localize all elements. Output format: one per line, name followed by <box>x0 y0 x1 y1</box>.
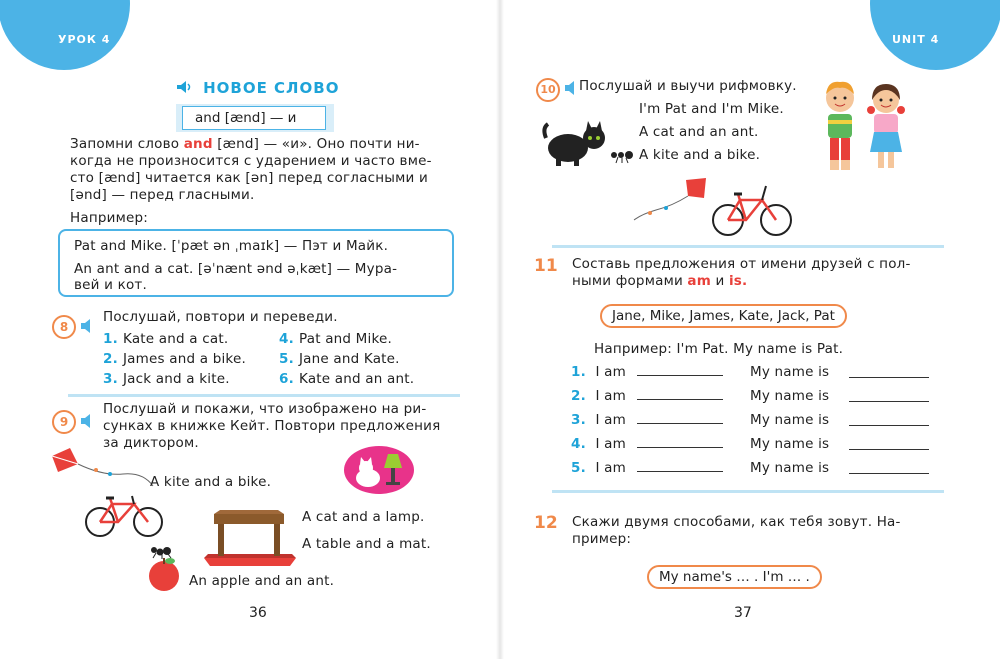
intro-line: Запомни слово <box>70 136 184 152</box>
section-divider <box>68 394 460 397</box>
instruction-line: и <box>711 273 729 289</box>
instruction-line: сунках в книжке Кейт. Повтори предложения <box>103 418 441 434</box>
exercise-12-instruction <box>572 514 952 548</box>
exercise-8-instruction: Послушай, повтори и переведи. <box>103 309 338 325</box>
answer-blank[interactable] <box>637 388 723 400</box>
answer-blank[interactable] <box>637 364 723 376</box>
list-item <box>103 351 246 368</box>
exercise-number: 9 <box>52 410 76 434</box>
exercise-10-number <box>536 78 579 102</box>
row-prompt-b: My name is <box>750 388 830 404</box>
list-text: James and a bike. <box>123 351 246 367</box>
list-item <box>279 351 414 368</box>
intro-line: когда не произносится с ударением и часто вме- <box>70 153 432 169</box>
instruction-line: Составь предложения от имени друзей с пол- <box>572 256 911 272</box>
instruction-line: Скажи двумя способами, как тебя зовут. На- <box>572 514 901 530</box>
instruction-line: Послушай и покажи, что изображено на ри- <box>103 401 427 417</box>
keyword-text: and [ænd] — и <box>195 110 297 126</box>
example-line: Pat and Mike. [ˈpæt ən ˌmaɪk] — Пэт и Майк. <box>74 238 389 254</box>
kite-icon <box>48 446 158 496</box>
rhyme-line: A kite and a bike. <box>639 147 761 163</box>
row-number: 2. <box>571 388 586 404</box>
answer-blank[interactable] <box>637 412 723 424</box>
caption-cat-lamp: A cat and a lamp. <box>302 509 425 525</box>
list-item <box>103 331 246 348</box>
page-number: 36 <box>249 605 267 621</box>
table-mat-icon <box>202 508 298 568</box>
fill-row <box>571 364 951 388</box>
list-number: 5. <box>279 351 294 367</box>
lesson-corner-badge <box>0 0 130 70</box>
example-line: вей и кот. <box>74 277 147 293</box>
list-number: 1. <box>103 331 118 347</box>
rhyme-line: I'm Pat and I'm Mike. <box>639 101 784 117</box>
list-number: 6. <box>279 371 294 387</box>
row-prompt-a: I am <box>595 436 626 452</box>
lesson-label: УРОК 4 <box>58 33 111 46</box>
keyword-box <box>182 106 326 130</box>
row-prompt-a: I am <box>595 388 626 404</box>
exercise-number: 8 <box>52 315 76 339</box>
answer-blank[interactable] <box>849 438 929 450</box>
section-title-text: НОВОЕ СЛОВО <box>203 79 340 97</box>
exercise-8-list-right <box>279 331 414 388</box>
row-prompt-b: My name is <box>750 436 830 452</box>
instruction-line: пример: <box>572 531 632 547</box>
bicycle-icon <box>84 490 164 540</box>
exercise-11-instruction <box>572 256 952 290</box>
answer-blank[interactable] <box>849 366 929 378</box>
list-number: 3. <box>103 371 118 387</box>
list-text: Jane and Kate. <box>299 351 400 367</box>
row-number: 1. <box>571 364 586 380</box>
example-line: An ant and a cat. [əˈnænt ənd əˌkæt] — Мура- <box>74 261 398 277</box>
audio-icon <box>81 319 95 333</box>
cat-lamp-picture <box>344 446 414 494</box>
exercise-8-list-left <box>103 331 246 388</box>
section-title <box>176 78 339 97</box>
example-box <box>58 229 454 297</box>
fill-row <box>571 388 951 412</box>
speaker-icon <box>176 80 194 94</box>
row-prompt-a: I am <box>595 364 626 380</box>
names-pill: Jane, Mike, James, Kate, Jack, Pat <box>600 304 847 328</box>
section-divider <box>552 490 944 493</box>
page-number: 37 <box>734 605 752 621</box>
exercise-11-number: 11 <box>534 256 558 276</box>
fill-row <box>571 412 951 436</box>
row-number: 3. <box>571 412 586 428</box>
row-prompt-b: My name is <box>750 460 830 476</box>
row-prompt-b: My name is <box>750 412 830 428</box>
right-page <box>500 0 1000 659</box>
list-text: Kate and an ant. <box>299 371 415 387</box>
row-number: 4. <box>571 436 586 452</box>
highlight-word: and <box>183 136 213 152</box>
row-prompt-b: My name is <box>750 364 830 380</box>
row-number: 5. <box>571 460 586 476</box>
list-item <box>279 331 414 348</box>
intro-paragraph <box>70 136 470 204</box>
caption-table-mat: A table and a mat. <box>302 536 431 552</box>
exercise-9-instruction <box>103 401 463 452</box>
intro-line: сто [ænd] читается как [ən] перед согласными и <box>70 170 428 186</box>
rhyme-line: A cat and an ant. <box>639 124 759 140</box>
row-prompt-a: I am <box>595 460 626 476</box>
example-label: Например: <box>70 210 149 226</box>
cat-lamp-icon <box>344 446 414 494</box>
audio-icon <box>81 414 95 428</box>
unit-corner-badge <box>870 0 1000 70</box>
instruction-line: за диктором. <box>103 435 199 451</box>
fill-row <box>571 460 951 484</box>
list-item <box>279 371 414 388</box>
list-text: Pat and Mike. <box>299 331 393 347</box>
audio-icon <box>565 81 579 95</box>
name-pattern-pill: My name's … . I'm … . <box>647 565 822 589</box>
exercise-12-number: 12 <box>534 513 558 533</box>
answer-blank[interactable] <box>849 390 929 402</box>
kite-icon <box>632 176 712 224</box>
answer-blank[interactable] <box>637 460 723 472</box>
list-item <box>103 371 246 388</box>
intro-line: [ænd] — «и». Оно почти ни- <box>212 136 420 152</box>
rhyme <box>639 101 784 164</box>
exercise-8-number <box>52 315 95 339</box>
row-prompt-a: I am <box>595 412 626 428</box>
children-icon <box>816 76 912 174</box>
list-number: 4. <box>279 331 294 347</box>
caption-apple-ant: An apple and an ant. <box>189 573 335 589</box>
fill-in-rows <box>571 364 951 484</box>
list-number: 2. <box>103 351 118 367</box>
highlight-is: is. <box>728 273 748 289</box>
apple-ant-icon <box>144 542 186 594</box>
exercise-number: 10 <box>536 78 560 102</box>
exercise-11-example: Например: I'm Pat. My name is Pat. <box>594 341 844 357</box>
answer-blank[interactable] <box>849 462 929 474</box>
highlight-am: am <box>687 273 711 289</box>
exercise-10-instruction: Послушай и выучи рифмовку. <box>579 78 797 94</box>
bicycle-icon <box>710 178 794 238</box>
fill-row <box>571 436 951 460</box>
instruction-line: ными формами <box>572 273 688 289</box>
list-text: Kate and a cat. <box>123 331 229 347</box>
unit-label: UNIT 4 <box>892 33 940 46</box>
answer-blank[interactable] <box>637 436 723 448</box>
list-text: Jack and a kite. <box>123 371 230 387</box>
intro-line: [ənd] — перед гласными. <box>70 187 255 203</box>
ant-icon <box>610 146 634 164</box>
black-cat-icon <box>542 118 612 168</box>
section-divider <box>552 245 944 248</box>
exercise-9-number <box>52 410 95 434</box>
answer-blank[interactable] <box>849 414 929 426</box>
caption-kite-bike: A kite and a bike. <box>150 474 272 490</box>
